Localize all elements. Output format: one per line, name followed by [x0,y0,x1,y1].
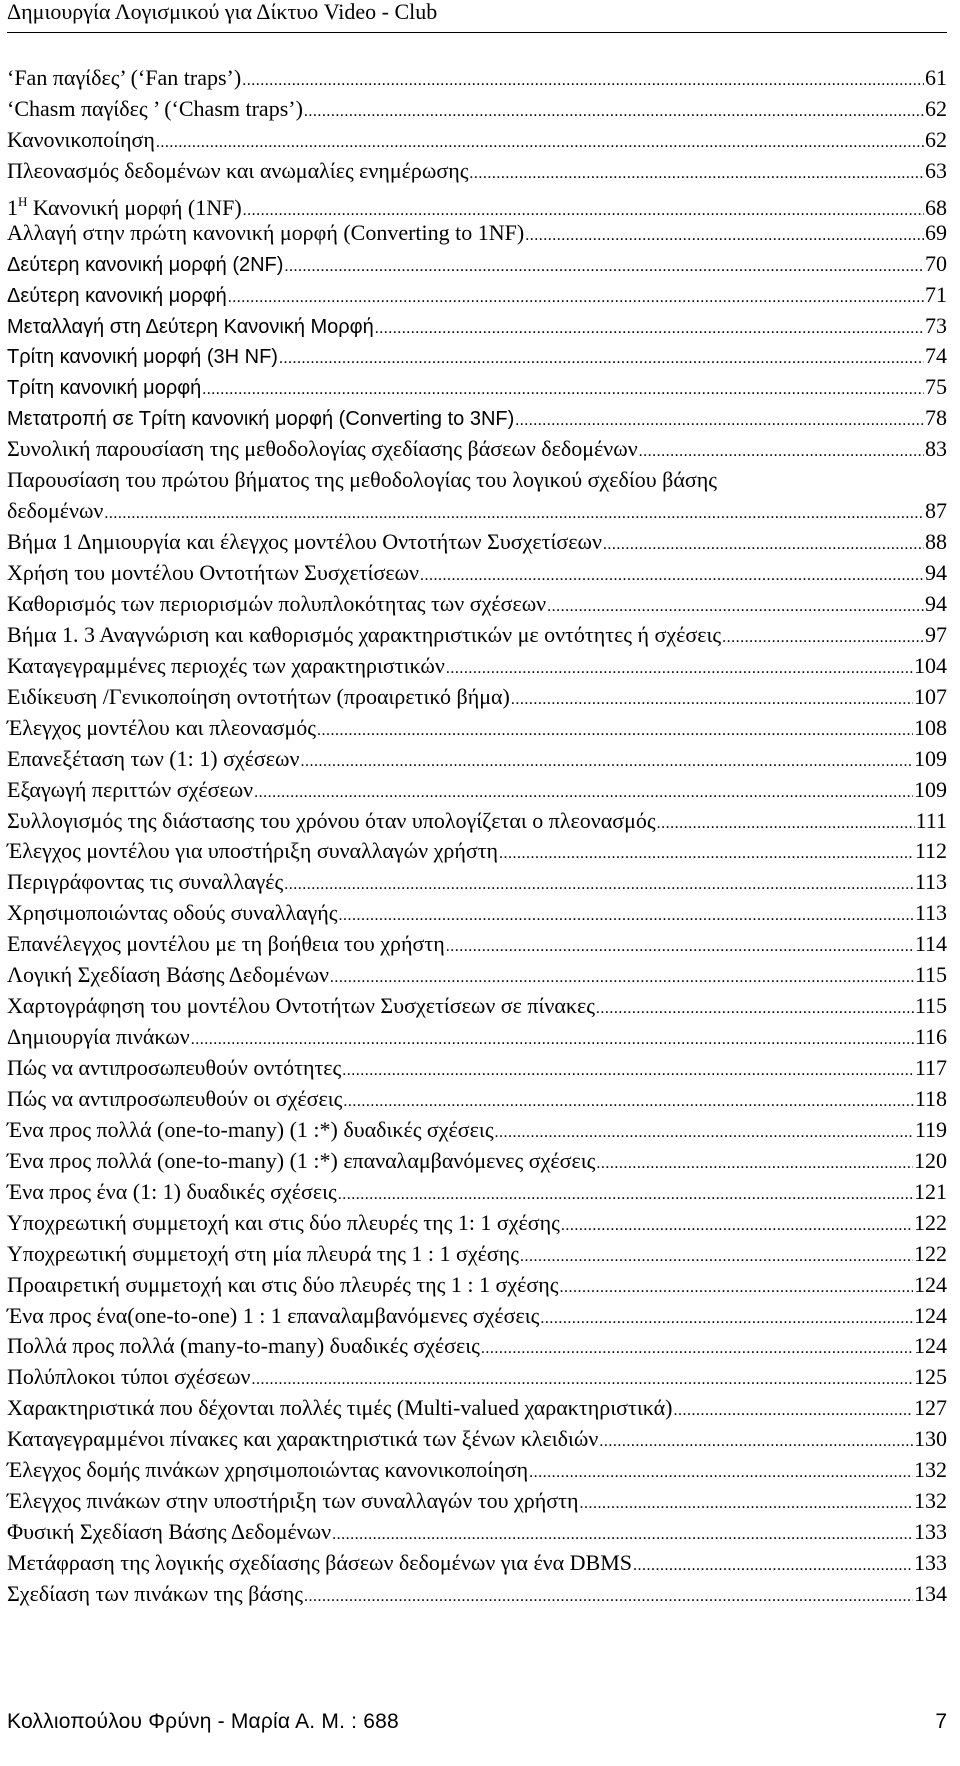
toc-entry[interactable] [7,94,947,125]
toc-entry-page-number: 108 [914,714,947,740]
toc-entry-title: Συλλογισμός της διάστασης του χρόνου όταν υπολογίζεται ο πλεονασμός [7,807,656,833]
toc-entry[interactable] [7,836,947,867]
toc-entry[interactable] [7,249,947,280]
toc-entry-title: Περιγράφοντας τις συναλλαγές [7,869,284,895]
toc-dot-leader [559,1273,913,1304]
toc-dot-leader [596,1149,913,1180]
toc-entry-title: Υποχρεωτική συμμετοχή και στις δύο πλευρές της 1: 1 σχέσης [7,1209,560,1235]
toc-entry-page-number: 109 [914,776,947,802]
toc-dot-leader [495,1118,914,1149]
toc-dot-leader [633,1551,913,1582]
toc-entry[interactable] [7,156,947,187]
toc-entry[interactable] [7,1579,947,1610]
toc-entry[interactable] [7,1084,947,1115]
footer-author: Κολλιοπούλου Φρύνη - Μαρία Α. Μ. : 688 [7,1710,399,1733]
toc-dot-leader [228,283,924,314]
toc-dot-leader [375,314,924,345]
toc-dot-leader [420,561,924,592]
toc-entry-page-number: 127 [914,1395,947,1421]
toc-entry[interactable] [7,991,947,1022]
toc-entry[interactable] [7,372,947,403]
toc-entry-title: Επανέλεγχος μοντέλου με τη βοήθεια του χρήστη [7,931,445,957]
toc-entry[interactable] [7,1053,947,1084]
table-of-contents [7,63,947,1610]
toc-entry-title: δεδομένων [7,498,104,524]
toc-entry-page-number: 78 [925,405,947,431]
toc-entry[interactable] [7,280,947,311]
toc-entry[interactable] [7,682,947,713]
toc-dot-leader [547,592,924,623]
toc-dot-leader [332,1520,913,1551]
toc-dot-leader [252,1365,914,1396]
toc-dot-leader [525,221,924,252]
toc-entry-title: Καταγεγραμμένοι πίνακες και χαρακτηριστικά των ξένων κλειδιών [7,1426,599,1452]
toc-dot-leader [722,623,924,654]
toc-entry[interactable] [7,1146,947,1177]
toc-dot-leader [499,839,914,870]
toc-dot-leader [284,252,924,283]
toc-entry-page-number: 87 [925,498,947,524]
toc-dot-leader [529,1458,913,1489]
toc-entry-page-number: 134 [914,1580,947,1606]
toc-entry-page-number: 83 [925,436,947,462]
toc-entry-page-number: 61 [925,65,947,90]
toc-dot-leader [317,716,913,747]
toc-entry[interactable] [7,1424,947,1455]
toc-entry-title: Συνολική παρουσίαση της μεθοδολογίας σχεδίασης βάσεων δεδομένων [7,436,638,462]
toc-entry-title: Δεύτερη κανονική μορφή [7,284,227,307]
toc-entry-page-number: 113 [914,869,947,895]
toc-entry-title: Τρίτη κανονική μορφή [7,377,202,400]
toc-entry-title: ‘Chasm παγίδες ’ (‘Chasm traps’) [7,95,303,121]
toc-entry-title: Κανονικοποίηση [7,126,155,152]
toc-entry[interactable] [7,1022,947,1053]
toc-entry[interactable] [7,125,947,156]
toc-entry-page-number: 62 [925,126,947,152]
running-header: Δημιουργία Λογισμικού για Δίκτυο Video - Club [7,0,947,33]
toc-entry-title: Τρίτη κανονική μορφή (3Η NF) [7,346,278,369]
toc-entry-page-number: 124 [914,1302,947,1328]
toc-entry-title: Δεύτερη κανονική μορφή (2NF) [7,253,284,276]
toc-entry-title: Ένα προς ένα (1: 1) δυαδικές σχέσεις [7,1178,337,1204]
toc-entry-title: Χαρακτηριστικά που δέχονται πολλές τιμές (Multi-valued χαρακτηριστικά) [7,1395,673,1421]
toc-entry-page-number: 104 [914,652,947,678]
toc-entry-page-number: 68 [925,194,947,220]
toc-dot-leader [104,499,924,530]
toc-entry[interactable] [7,929,947,960]
toc-entry-title: Έλεγχος δομής πινάκων χρησιμοποιώντας κανονικοποίηση [7,1457,529,1483]
toc-entry-page-number: 116 [914,1024,947,1050]
toc-entry-page-number: 74 [925,343,947,369]
toc-dot-leader [446,932,914,963]
toc-entry[interactable] [7,187,947,218]
toc-entry-page-number: 130 [914,1426,947,1452]
toc-entry-page-number: 119 [914,1116,947,1142]
toc-entry[interactable] [7,1301,947,1332]
toc-entry[interactable] [7,1208,947,1239]
toc-entry-title: Μετατροπή σε Τρίτη κανονική μορφή (Converting to 3NF) [7,408,515,431]
toc-entry[interactable] [7,589,947,620]
toc-dot-leader [202,375,924,406]
toc-dot-leader [540,1304,913,1335]
toc-entry-page-number: 69 [925,219,947,245]
toc-entry[interactable] [7,1362,947,1393]
toc-entry-page-number: 120 [914,1147,947,1173]
toc-entry-title: Έλεγχος μοντέλου για υποστήριξη συναλλαγών χρήστη [7,838,499,864]
toc-entry-page-number: 133 [914,1550,947,1575]
toc-entry-title: Προαιρετική συμμετοχή και στις δύο πλευρές της 1 : 1 σχέσης [7,1271,559,1297]
toc-dot-leader [599,1427,913,1458]
toc-entry-title: Χρήση του μοντέλου Οντοτήτων Συσχετίσεων [7,560,419,585]
toc-entry-title: Χρησιμοποιώντας οδούς συναλλαγής [7,900,338,926]
toc-entry-title: Επανεξέταση των (1: 1) σχέσεων [7,745,300,771]
toc-dot-leader [469,159,924,190]
toc-entry-title: Πώς να αντιπροσωπευθούν οντότητες [7,1055,342,1080]
toc-entry-page-number: 124 [914,1333,947,1359]
toc-dot-leader [511,685,913,716]
toc-entry-title: Έλεγχος μοντέλου και πλεονασμός [7,714,316,740]
page-footer [7,1708,947,1736]
toc-entry[interactable] [7,1177,947,1208]
toc-entry[interactable] [7,434,947,465]
toc-entry[interactable] [7,713,947,744]
toc-entry-page-number: 94 [925,590,947,616]
toc-entry-page-number: 125 [914,1364,947,1390]
toc-entry[interactable] [7,1455,947,1486]
toc-dot-leader [639,437,924,468]
toc-dot-leader [330,963,914,994]
toc-entry-title: Χαρτογράφηση του μοντέλου Οντοτήτων Συσχετίσεων σε πίνακες [7,993,595,1019]
footer-page-number: 7 [935,1710,947,1733]
toc-dot-leader [579,1489,913,1520]
toc-entry-page-number: 132 [914,1457,947,1483]
toc-entry[interactable] [7,527,947,558]
toc-entry[interactable] [7,867,947,898]
toc-entry[interactable] [7,806,947,837]
toc-entry-title: Καταγεγραμμένες περιοχές των χαρακτηριστικών [7,652,445,678]
toc-entry-title: Πολύπλοκοι τύποι σχέσεων [7,1364,251,1390]
toc-dot-leader [254,778,913,809]
toc-entry[interactable] [7,465,947,496]
toc-dot-leader [338,901,913,932]
toc-entry-page-number: 117 [914,1055,947,1080]
toc-entry-title: Υποχρεωτική συμμετοχή στη μία πλευρά της 1 : 1 σχέσης [7,1240,519,1266]
toc-entry-page-number: 133 [914,1519,947,1545]
toc-entry-page-number: 115 [914,993,947,1019]
toc-entry-title: Αλλαγή στην πρώτη κανονική μορφή (Converting to 1NF) [7,219,525,245]
toc-entry[interactable] [7,898,947,929]
toc-entry-page-number: 94 [925,560,947,585]
toc-entry-page-number: 109 [914,745,947,771]
toc-entry-title: Βήμα 1 Δημιουργία και έλεγχος μοντέλου Οντοτήτων Συσχετίσεων [7,529,602,555]
toc-dot-leader [191,1025,914,1056]
toc-entry-page-number: 124 [914,1271,947,1297]
toc-entry-page-number: 114 [914,931,947,957]
toc-entry-title: Πώς να αντιπροσωπευθούν οι σχέσεις [7,1085,343,1111]
toc-entry-page-number: 132 [914,1488,947,1514]
toc-entry[interactable] [7,1393,947,1424]
toc-entry-title: Δημιουργία πινάκων [7,1024,190,1050]
toc-dot-leader [520,1242,913,1273]
toc-dot-leader [279,344,924,375]
toc-entry-page-number: 115 [914,962,947,988]
toc-dot-leader [156,128,924,159]
toc-dot-leader [304,97,924,128]
toc-dot-leader [481,1334,913,1365]
toc-entry[interactable] [7,341,947,372]
toc-dot-leader [515,406,924,437]
toc-entry-title: Ένα προς ένα(one-to-one) 1 : 1 επαναλαμβανόμενες σχέσεις [7,1302,540,1328]
toc-entry[interactable] [7,775,947,806]
toc-dot-leader [284,870,914,901]
toc-entry-title: Καθορισμός των περιορισμών πολυπλοκότητας των σχέσεων [7,590,547,616]
toc-dot-leader [596,994,914,1025]
toc-entry-title: Πλεονασμός δεδομένων και ανωμαλίες ενημέρωσης [7,157,469,183]
toc-entry-title-text: Κανονική μορφή (1NF) [27,194,242,220]
toc-entry-title: Μετάφραση της λογικής σχεδίασης βάσεων δεδομένων για ένα DBMS [7,1550,633,1575]
toc-dot-leader [300,747,913,778]
toc-entry-page-number: 75 [925,374,947,400]
toc-entry[interactable] [7,1548,947,1579]
toc-entry-title-superscript: Η [18,193,28,209]
toc-entry-page-number: 122 [914,1240,947,1266]
toc-entry-page-number: 113 [914,900,947,926]
toc-entry-title: Σχεδίαση των πινάκων της βάσης [7,1580,303,1606]
toc-entry-page-number: 121 [914,1178,947,1204]
toc-dot-leader [561,1211,913,1242]
toc-entry[interactable] [7,218,947,249]
toc-entry-page-number: 97 [925,621,947,647]
toc-dot-leader [657,809,915,840]
toc-entry-title: Πολλά προς πολλά (many-to-many) δυαδικές σχέσεις [7,1333,480,1359]
toc-entry-title: Ένα προς πολλά (one-to-many) (1 :*) δυαδικές σχέσεις [7,1116,494,1142]
toc-dot-leader [338,1180,913,1211]
toc-entry-title: Λογική Σχεδίαση Βάσης Δεδομένων [7,962,329,988]
toc-entry-page-number: 118 [914,1085,947,1111]
toc-entry[interactable] [7,1115,947,1146]
toc-entry[interactable] [7,1486,947,1517]
toc-entry[interactable] [7,1239,947,1270]
toc-entry[interactable] [7,651,947,682]
toc-entry[interactable] [7,620,947,651]
toc-entry-page-number: 112 [914,838,947,864]
toc-entry-title: Φυσική Σχεδίαση Βάσης Δεδομένων [7,1519,332,1545]
toc-entry[interactable] [7,960,947,991]
toc-entry-title: ‘Fan παγίδες’ (‘Fan traps’) [7,65,242,90]
toc-entry[interactable] [7,403,947,434]
toc-entry-page-number: 107 [914,683,947,709]
toc-dot-leader [343,1087,913,1118]
toc-entry[interactable] [7,496,947,527]
toc-entry-title: Ένα προς πολλά (one-to-many) (1 :*) επαναλαμβανόμενες σχέσεις [7,1147,596,1173]
toc-entry[interactable] [7,558,947,589]
toc-entry-page-number: 73 [925,312,947,338]
toc-entry[interactable] [7,1270,947,1301]
toc-entry[interactable] [7,1517,947,1548]
toc-entry-page-number: 111 [915,807,947,833]
toc-dot-leader [674,1396,914,1427]
toc-entry-title: Έλεγχος πινάκων στην υποστήριξη των συναλλαγών του χρήστη [7,1488,579,1514]
toc-dot-leader [304,1582,913,1613]
toc-entry-page-number: 63 [925,157,947,183]
toc-entry[interactable] [7,311,947,342]
toc-dot-leader [603,530,924,561]
toc-entry-title: Ειδίκευση /Γενικοποίηση οντοτήτων (προαιρετικό βήμα) [7,683,510,709]
toc-entry[interactable] [7,63,947,94]
toc-dot-leader [242,66,924,97]
toc-entry[interactable] [7,1331,947,1362]
toc-entry-page-number: 71 [925,281,947,307]
toc-entry-title: Εξαγωγή περιττών σχέσεων [7,776,254,802]
toc-entry-page-number: 88 [925,529,947,555]
toc-entry-page-number: 70 [925,250,947,276]
toc-entry[interactable] [7,744,947,775]
toc-entry-title: Παρουσίαση του πρώτου βήματος της μεθοδολογίας του λογικού σχεδίου βάσης [7,467,717,493]
toc-dot-leader [446,654,913,685]
toc-entry-page-number: 62 [925,95,947,121]
toc-dot-leader [342,1056,914,1087]
toc-entry-title: Βήμα 1. 3 Αναγνώριση και καθορισμός χαρακτηριστικών με οντότητες ή σχέσεις [7,621,722,647]
toc-entry-title: Μεταλλαγή στη Δεύτερη Κανονική Μορφή [7,315,374,338]
toc-entry-page-number: 122 [914,1209,947,1235]
toc-entry-title-prefix: 1 [7,194,18,220]
